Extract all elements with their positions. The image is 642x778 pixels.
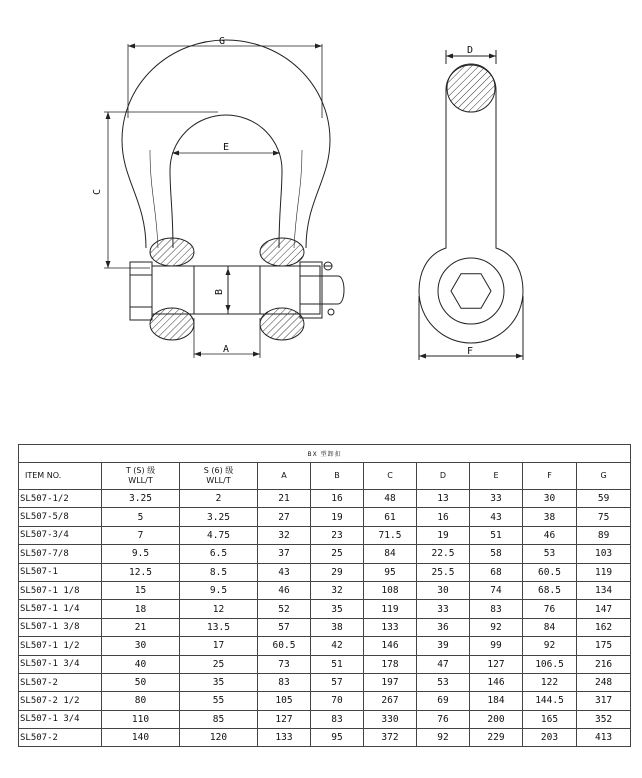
table-cell: 18	[102, 600, 180, 618]
table-cell: 133	[258, 729, 311, 747]
item-number-cell: SL507-1 1/8	[19, 581, 102, 599]
column-header	[470, 463, 523, 490]
table-cell: 16	[417, 508, 470, 526]
table-cell: 32	[311, 581, 364, 599]
item-number-cell: SL507-1 1/2	[19, 637, 102, 655]
item-number-cell: SL507-7/8	[19, 545, 102, 563]
table-cell: 106.5	[523, 655, 577, 673]
item-number-cell: SL507-1 3/8	[19, 618, 102, 636]
table-cell: 42	[311, 637, 364, 655]
table-cell: 2	[180, 490, 258, 508]
table-cell: 197	[364, 673, 417, 691]
column-header-line1: S (6) 级	[203, 466, 234, 475]
table-cell: 48	[364, 490, 417, 508]
table-cell: 83	[311, 710, 364, 728]
table-cell: 36	[417, 618, 470, 636]
table-cell: 19	[311, 508, 364, 526]
table-cell: 6.5	[180, 545, 258, 563]
column-header-line1: F	[547, 471, 552, 480]
table-cell: 51	[470, 526, 523, 544]
table-cell: 178	[364, 655, 417, 673]
table-cell: 330	[364, 710, 417, 728]
table-cell: 119	[577, 563, 631, 581]
dim-label-f: F	[466, 346, 474, 357]
table-cell: 5	[102, 508, 180, 526]
table-cell: 32	[258, 526, 311, 544]
column-header-line1: E	[493, 471, 499, 480]
table-cell: 75	[577, 508, 631, 526]
table-cell: 92	[470, 618, 523, 636]
table-cell: 13	[417, 490, 470, 508]
item-number-cell: SL507-1 1/4	[19, 600, 102, 618]
table-row	[19, 618, 631, 636]
shackle-front-view	[122, 40, 344, 340]
table-body	[19, 490, 631, 747]
table-cell: 37	[258, 545, 311, 563]
table-cell: 23	[311, 526, 364, 544]
column-header-line2: WLL/T	[128, 476, 153, 485]
table-cell: 147	[577, 600, 631, 618]
table-cell: 71.5	[364, 526, 417, 544]
table-cell: 84	[523, 618, 577, 636]
table-row	[19, 673, 631, 691]
item-number-cell: SL507-2 1/2	[19, 692, 102, 710]
dim-label-a: A	[222, 344, 230, 355]
table-cell: 4.75	[180, 526, 258, 544]
table-cell: 7	[102, 526, 180, 544]
column-header	[523, 463, 577, 490]
table-cell: 60.5	[523, 563, 577, 581]
table-cell: 57	[311, 673, 364, 691]
table-cell: 184	[470, 692, 523, 710]
table-cell: 60.5	[258, 637, 311, 655]
dim-label-d: D	[466, 45, 474, 56]
column-header-line1: B	[334, 471, 340, 480]
table-cell: 216	[577, 655, 631, 673]
table-cell: 25	[311, 545, 364, 563]
table-cell: 53	[523, 545, 577, 563]
table-cell: 50	[102, 673, 180, 691]
table-cell: 68.5	[523, 581, 577, 599]
table-cell: 27	[258, 508, 311, 526]
table-cell: 133	[364, 618, 417, 636]
item-number-cell: SL507-3/4	[19, 526, 102, 544]
table-cell: 38	[311, 618, 364, 636]
table-cell: 17	[180, 637, 258, 655]
shackle-side-view	[419, 50, 523, 360]
table-cell: 162	[577, 618, 631, 636]
table-cell: 89	[577, 526, 631, 544]
table-cell: 68	[470, 563, 523, 581]
item-number-cell: SL507-1 3/4	[19, 655, 102, 673]
table-row	[19, 710, 631, 728]
table-cell: 30	[102, 637, 180, 655]
table-cell: 119	[364, 600, 417, 618]
table-cell: 74	[470, 581, 523, 599]
table-cell: 83	[258, 673, 311, 691]
table-row	[19, 526, 631, 544]
item-number-cell: SL507-1/2	[19, 490, 102, 508]
item-number-cell: SL507-1 3/4	[19, 710, 102, 728]
table-cell: 76	[523, 600, 577, 618]
table-cell: 40	[102, 655, 180, 673]
table-cell: 110	[102, 710, 180, 728]
table-cell: 175	[577, 637, 631, 655]
column-header	[19, 463, 102, 490]
table-cell: 95	[364, 563, 417, 581]
table-cell: 43	[470, 508, 523, 526]
table-cell: 3.25	[102, 490, 180, 508]
table-row	[19, 490, 631, 508]
table-cell: 15	[102, 581, 180, 599]
table-cell: 21	[258, 490, 311, 508]
table-cell: 76	[417, 710, 470, 728]
column-header	[417, 463, 470, 490]
column-header-line2: WLL/T	[206, 476, 231, 485]
table-cell: 103	[577, 545, 631, 563]
column-header-line1: C	[387, 471, 393, 480]
table-cell: 413	[577, 729, 631, 747]
table-row	[19, 600, 631, 618]
table-cell: 55	[180, 692, 258, 710]
table-cell: 52	[258, 600, 311, 618]
table-cell: 53	[417, 673, 470, 691]
table-cell: 144.5	[523, 692, 577, 710]
column-header-line1: A	[281, 471, 287, 480]
item-number-cell: SL507-2	[19, 673, 102, 691]
table-cell: 372	[364, 729, 417, 747]
table-cell: 22.5	[417, 545, 470, 563]
column-header	[180, 463, 258, 490]
table-cell: 58	[470, 545, 523, 563]
table-cell: 19	[417, 526, 470, 544]
table-cell: 33	[417, 600, 470, 618]
table-cell: 229	[470, 729, 523, 747]
table-cell: 140	[102, 729, 180, 747]
table-cell: 3.25	[180, 508, 258, 526]
shackle-spec-table	[18, 444, 631, 747]
table-row	[19, 655, 631, 673]
table-header-row	[19, 463, 631, 490]
table-cell: 99	[470, 637, 523, 655]
column-header	[102, 463, 180, 490]
table-cell: 69	[417, 692, 470, 710]
table-cell: 33	[470, 490, 523, 508]
column-header	[364, 463, 417, 490]
column-header	[577, 463, 631, 490]
column-header-line1: D	[439, 471, 447, 480]
item-number-cell: SL507-5/8	[19, 508, 102, 526]
table-cell: 46	[523, 526, 577, 544]
table-row	[19, 545, 631, 563]
table-cell: 39	[417, 637, 470, 655]
table-cell: 35	[180, 673, 258, 691]
column-header-line1: ITEM NO.	[25, 471, 62, 480]
table-cell: 134	[577, 581, 631, 599]
table-row	[19, 581, 631, 599]
table-cell: 30	[523, 490, 577, 508]
table-cell: 317	[577, 692, 631, 710]
dim-label-b: B	[214, 288, 225, 296]
table-cell: 127	[258, 710, 311, 728]
table-cell: 248	[577, 673, 631, 691]
table-cell: 29	[311, 563, 364, 581]
table-cell: 108	[364, 581, 417, 599]
table-cell: 9.5	[180, 581, 258, 599]
table-cell: 352	[577, 710, 631, 728]
table-row	[19, 692, 631, 710]
column-header	[311, 463, 364, 490]
table-cell: 38	[523, 508, 577, 526]
table-cell: 127	[470, 655, 523, 673]
item-number-cell: SL507-1	[19, 563, 102, 581]
table-cell: 12	[180, 600, 258, 618]
table-cell: 9.5	[102, 545, 180, 563]
table-cell: 70	[311, 692, 364, 710]
table-row	[19, 729, 631, 747]
table-cell: 61	[364, 508, 417, 526]
table-cell: 146	[470, 673, 523, 691]
table-row	[19, 637, 631, 655]
table-cell: 84	[364, 545, 417, 563]
table-cell: 25	[180, 655, 258, 673]
table-cell: 13.5	[180, 618, 258, 636]
table-cell: 85	[180, 710, 258, 728]
table-cell: 165	[523, 710, 577, 728]
table-cell: 46	[258, 581, 311, 599]
table-cell: 51	[311, 655, 364, 673]
table-cell: 203	[523, 729, 577, 747]
table-cell: 267	[364, 692, 417, 710]
dim-label-e: E	[222, 142, 230, 153]
table-cell: 21	[102, 618, 180, 636]
table-cell: 95	[311, 729, 364, 747]
table-cell: 105	[258, 692, 311, 710]
table-cell: 92	[523, 637, 577, 655]
table-cell: 35	[311, 600, 364, 618]
column-header-line1: G	[600, 471, 607, 480]
table-cell: 122	[523, 673, 577, 691]
dim-label-g: G	[218, 36, 226, 47]
table-cell: 80	[102, 692, 180, 710]
table-cell: 200	[470, 710, 523, 728]
column-header-line1: T (S) 级	[125, 466, 156, 475]
table-cell: 43	[258, 563, 311, 581]
column-header	[258, 463, 311, 490]
table-cell: 73	[258, 655, 311, 673]
table-cell: 8.5	[180, 563, 258, 581]
table-cell: 47	[417, 655, 470, 673]
table-cell: 25.5	[417, 563, 470, 581]
table-cell: 30	[417, 581, 470, 599]
table-row	[19, 508, 631, 526]
table-cell: 59	[577, 490, 631, 508]
table-title: BX 型卸扣	[19, 445, 631, 463]
table-cell: 83	[470, 600, 523, 618]
dim-label-c: C	[92, 188, 103, 196]
table-cell: 146	[364, 637, 417, 655]
table-cell: 16	[311, 490, 364, 508]
item-number-cell: SL507-2	[19, 729, 102, 747]
table-row	[19, 563, 631, 581]
table-cell: 120	[180, 729, 258, 747]
table-cell: 57	[258, 618, 311, 636]
table-cell: 92	[417, 729, 470, 747]
table-cell: 12.5	[102, 563, 180, 581]
